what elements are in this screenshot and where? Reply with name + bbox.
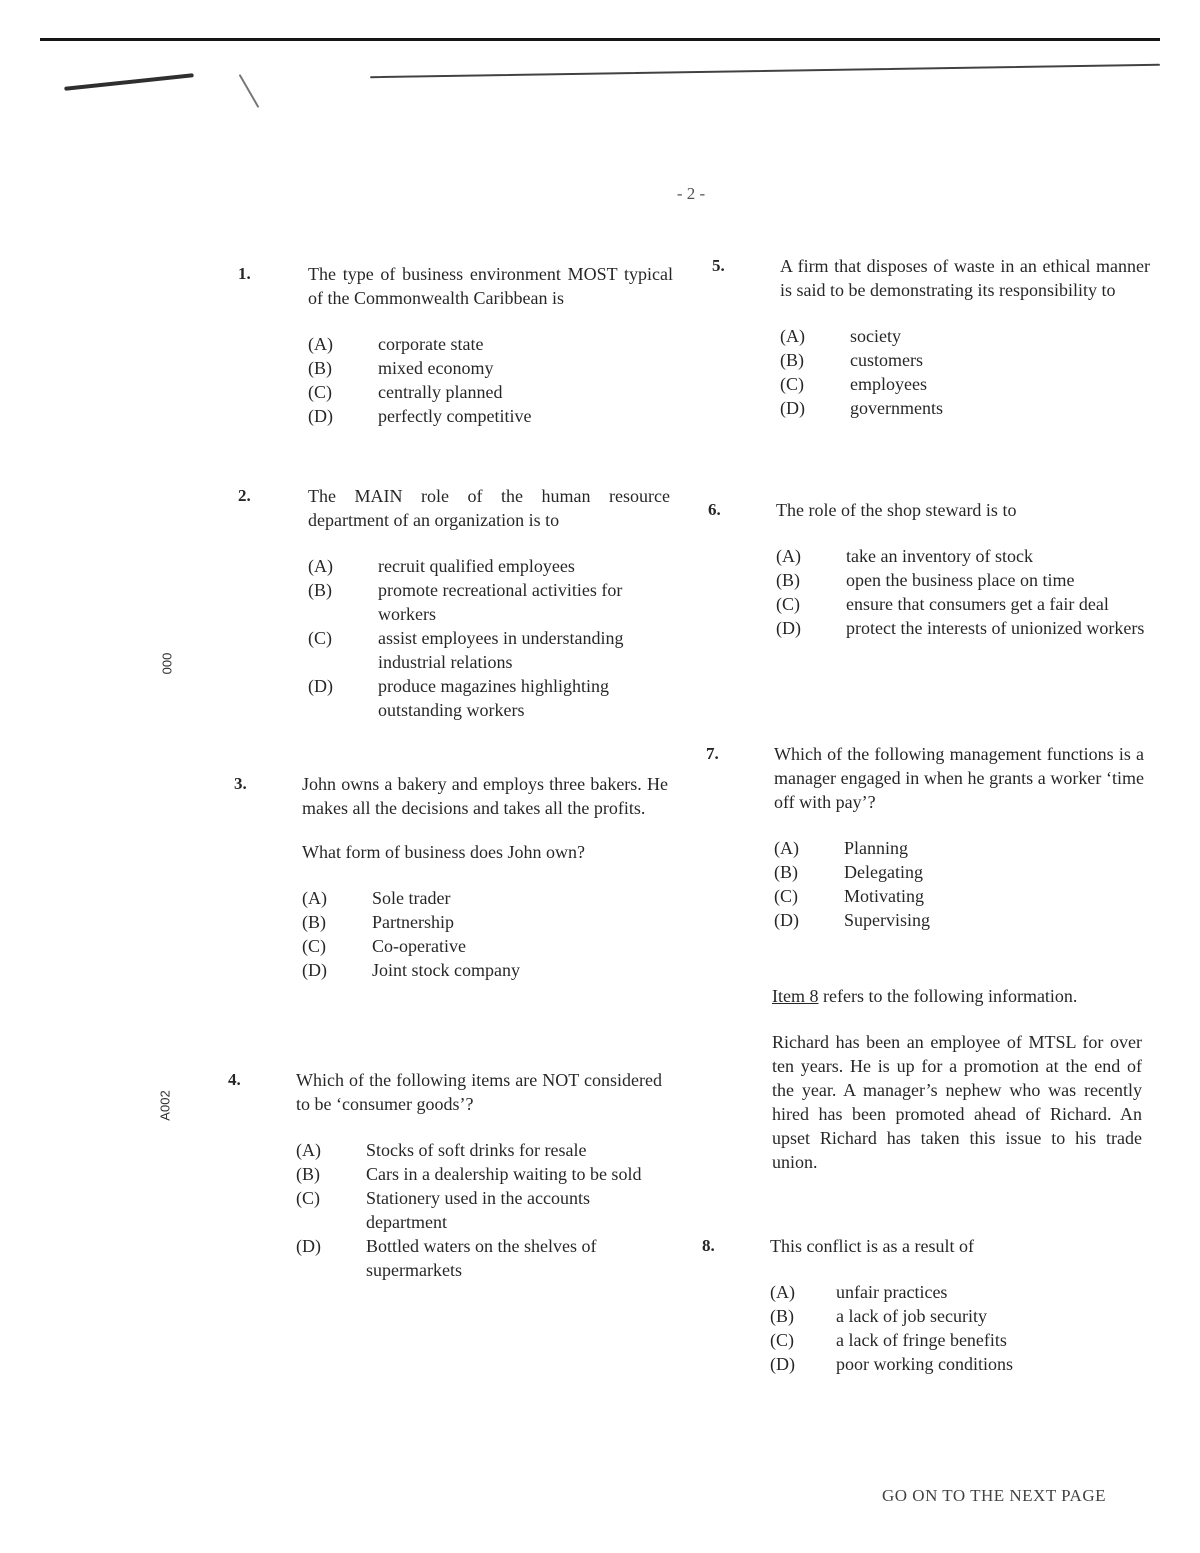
option-c[interactable]	[774, 884, 1144, 908]
scan-mark-left	[64, 73, 194, 91]
option-letter: (D)	[780, 398, 805, 418]
question-stem: John owns a bakery and employs three bakers. He makes all the decisions and takes all the profits.	[302, 774, 668, 818]
margin-code-bottom: A002	[157, 1090, 173, 1121]
option-text: produce magazines highlighting outstanding workers	[378, 676, 609, 720]
option-text: poor working conditions	[836, 1354, 1013, 1374]
option-a[interactable]	[308, 554, 670, 578]
question-number: 6.	[708, 500, 721, 519]
option-text: perfectly competitive	[378, 406, 532, 426]
option-text: Sole trader	[372, 888, 451, 908]
next-page-footer: GO ON TO THE NEXT PAGE	[882, 1486, 1106, 1505]
option-a[interactable]	[308, 332, 673, 356]
option-text: Planning	[844, 838, 909, 858]
option-a[interactable]	[302, 886, 668, 910]
option-c[interactable]	[308, 626, 670, 674]
option-c[interactable]	[780, 372, 1150, 396]
option-letter: (D)	[308, 676, 333, 696]
option-letter: (C)	[770, 1330, 794, 1350]
option-letter: (B)	[308, 580, 332, 600]
option-b[interactable]	[770, 1304, 1140, 1328]
question-stem: The MAIN role of the human resource department of an organization is to	[308, 486, 670, 530]
option-list	[302, 886, 668, 982]
info-heading	[772, 984, 1142, 1008]
option-text: Partnership	[372, 912, 454, 932]
option-text: ensure that consumers get a fair deal	[846, 594, 1109, 614]
option-letter: (A)	[780, 326, 805, 346]
option-list	[308, 332, 673, 428]
option-c[interactable]	[296, 1186, 662, 1234]
option-text: Co-operative	[372, 936, 466, 956]
option-letter: (B)	[774, 862, 798, 882]
top-rule	[40, 38, 1160, 41]
option-text: centrally planned	[378, 382, 503, 402]
option-letter: (B)	[780, 350, 804, 370]
option-letter: (D)	[308, 406, 333, 426]
question-stem: The role of the shop steward is to	[776, 500, 1017, 520]
option-letter: (A)	[308, 556, 333, 576]
option-c[interactable]	[302, 934, 668, 958]
option-c[interactable]	[308, 380, 673, 404]
question-number: 3.	[234, 774, 247, 793]
question-stem: This conflict is as a result of	[770, 1236, 974, 1256]
option-d[interactable]	[308, 674, 670, 722]
question-stem: Which of the following management functions is a manager engaged in when he grants a worker ‘time off with pay’?	[774, 744, 1144, 812]
option-letter: (B)	[308, 358, 332, 378]
option-letter: (B)	[776, 570, 800, 590]
option-letter: (D)	[296, 1236, 321, 1256]
option-text: society	[850, 326, 901, 346]
option-letter: (D)	[770, 1354, 795, 1374]
question-number: 1.	[238, 264, 251, 283]
option-text: Supervising	[844, 910, 931, 930]
option-text: Cars in a dealership waiting to be sold	[366, 1164, 642, 1184]
option-list	[296, 1138, 662, 1282]
option-letter: (A)	[302, 888, 327, 908]
option-text: Motivating	[844, 886, 924, 906]
option-b[interactable]	[780, 348, 1150, 372]
option-text: mixed economy	[378, 358, 494, 378]
info-heading-text: refers to the following information.	[818, 986, 1078, 1006]
option-d[interactable]	[308, 404, 673, 428]
option-text: unfair practices	[836, 1282, 948, 1302]
option-a[interactable]	[780, 324, 1150, 348]
option-letter: (C)	[302, 936, 326, 956]
option-b[interactable]	[308, 356, 673, 380]
option-list	[774, 836, 1144, 932]
option-letter: (D)	[302, 960, 327, 980]
option-c[interactable]	[770, 1328, 1140, 1352]
option-letter: (C)	[296, 1188, 320, 1208]
option-letter: (A)	[296, 1140, 321, 1160]
info-paragraph: Richard has been an employee of MTSL for over ten years. He is up for a promotion at the end of the year. A manager’s nephew who was recently hired has been promoted ahead of Richard. An upset Richard has taken this issue to his trade union.	[772, 1032, 1142, 1172]
page-number: - 2 -	[676, 184, 706, 203]
option-letter: (C)	[776, 594, 800, 614]
margin-code-top: 000	[159, 652, 175, 675]
info-item-ref: Item 8	[772, 986, 819, 1006]
option-list	[780, 324, 1150, 420]
question-number: 8.	[702, 1236, 715, 1255]
option-text: Stationery used in the accounts department	[366, 1188, 590, 1232]
option-a[interactable]	[296, 1138, 662, 1162]
option-b[interactable]	[308, 578, 670, 626]
option-d[interactable]	[770, 1352, 1140, 1376]
option-letter: (A)	[770, 1282, 795, 1302]
option-text: customers	[850, 350, 923, 370]
scan-mark-right	[370, 64, 1160, 78]
option-letter: (A)	[308, 334, 333, 354]
option-a[interactable]	[774, 836, 1144, 860]
option-d[interactable]	[302, 958, 668, 982]
option-text: recruit qualified employees	[378, 556, 575, 576]
option-text: employees	[850, 374, 927, 394]
option-text: open the business place on time	[846, 570, 1075, 590]
option-letter: (A)	[774, 838, 799, 858]
option-letter: (B)	[296, 1164, 320, 1184]
option-d[interactable]	[776, 616, 1146, 640]
question-number: 5.	[712, 256, 725, 275]
option-a[interactable]	[776, 544, 1146, 568]
option-list	[776, 544, 1146, 640]
option-text: protect the interests of unionized workers	[846, 618, 1145, 638]
question-stem: The type of business environment MOST typical of the Commonwealth Caribbean is	[308, 264, 673, 308]
option-text: take an inventory of stock	[846, 546, 1033, 566]
option-d[interactable]	[296, 1234, 662, 1282]
option-list	[770, 1280, 1140, 1376]
option-text: Delegating	[844, 862, 923, 882]
option-letter: (C)	[308, 382, 332, 402]
scan-mark-tick	[239, 74, 260, 108]
option-text: assist employees in understanding industrial relations	[378, 628, 624, 672]
question-number: 7.	[706, 744, 719, 763]
option-letter: (D)	[776, 618, 801, 638]
option-text: corporate state	[378, 334, 484, 354]
question-number: 4.	[228, 1070, 241, 1089]
option-text: a lack of fringe benefits	[836, 1330, 1007, 1350]
option-b[interactable]	[296, 1162, 662, 1186]
option-text: governments	[850, 398, 943, 418]
option-letter: (C)	[308, 628, 332, 648]
question-stem: A firm that disposes of waste in an ethical manner is said to be demonstrating its responsibility to	[780, 256, 1150, 300]
option-letter: (B)	[770, 1306, 794, 1326]
option-letter: (C)	[780, 374, 804, 394]
option-text: Stocks of soft drinks for resale	[366, 1140, 587, 1160]
option-text: Joint stock company	[372, 960, 520, 980]
question-number: 2.	[238, 486, 251, 505]
item-8-info	[772, 984, 1142, 1174]
option-b[interactable]	[776, 568, 1146, 592]
option-letter: (C)	[774, 886, 798, 906]
option-d[interactable]	[780, 396, 1150, 420]
option-d[interactable]	[774, 908, 1144, 932]
option-list	[308, 554, 670, 722]
question-prompt: What form of business does John own?	[302, 842, 585, 862]
question-stem: Which of the following items are NOT considered to be ‘consumer goods’?	[296, 1070, 662, 1114]
option-letter: (B)	[302, 912, 326, 932]
option-letter: (A)	[776, 546, 801, 566]
option-b[interactable]	[774, 860, 1144, 884]
option-letter: (D)	[774, 910, 799, 930]
option-a[interactable]	[770, 1280, 1140, 1304]
option-text: promote recreational activities for workers	[378, 580, 623, 624]
option-b[interactable]	[302, 910, 668, 934]
option-text: a lack of job security	[836, 1306, 987, 1326]
option-c[interactable]	[776, 592, 1146, 616]
option-text: Bottled waters on the shelves of supermarkets	[366, 1236, 597, 1280]
